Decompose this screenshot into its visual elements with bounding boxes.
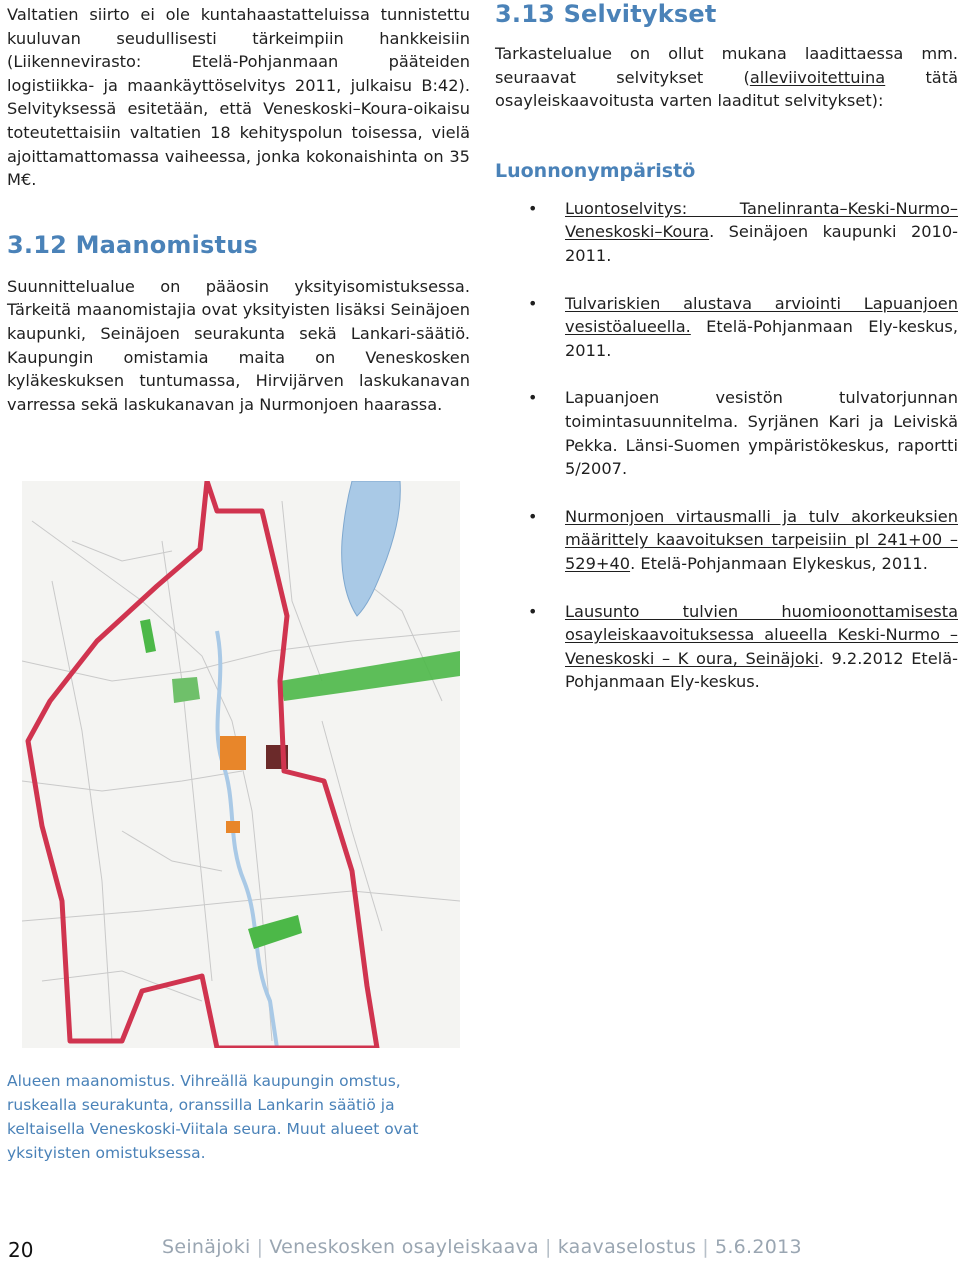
footer-separator: | (545, 1236, 552, 1258)
reference-title: Luontoselvitys: Tanelinranta–Keski-Nurmo–Veneskoski–Koura (565, 198, 958, 242)
footer-plan-name: Veneskosken osayleiskaava (269, 1236, 539, 1258)
lankari-area-2 (226, 821, 240, 833)
bullet: • (528, 601, 538, 621)
footer-date: 5.6.2013 (714, 1236, 802, 1258)
reference-item (495, 197, 958, 268)
reference-title: Lausunto tulvien huomioonottamisesta osayleiskaavoituksessa alueella Keski-Nurmo – Veneskoski – K oura, Seinäjoki (565, 601, 958, 668)
intro-text-end: tätä osayleiskaavoitusta varten laaditut selvitykset): (495, 67, 958, 111)
reference-source: . 9.2.2012 Etelä-Pohjanmaan Ely-keskus. (565, 648, 958, 692)
reference-item (495, 505, 958, 576)
reference-title: Nurmonjoen virtausmalli ja tulv akorkeuksien määrittely kaavoituksen tarpeisiin pl 241+00 – 529+40 (565, 506, 958, 573)
section-heading-maanomistus: 3.12 Maanomistus (7, 230, 258, 259)
bullet: • (528, 388, 538, 408)
reference-item (495, 292, 958, 363)
subheading-luonnonymparisto: Luonnonympäristö (495, 159, 696, 182)
land-ownership-map (22, 481, 460, 1048)
lankari-area-1 (220, 736, 246, 770)
footer-city: Seinäjoki (162, 1236, 251, 1258)
intro-underlined-word: alleviivoitettuina (749, 67, 886, 87)
reference-title: Tulvariskien alustava arviointi Lapuanjoen vesistöalueella. (565, 293, 958, 337)
map-caption: Alueen maanomistus. Vihreällä kaupungin omstus, ruskealla seurakunta, oranssilla Lankarin säätiö ja keltaisella Veneskoski-Viitala seura. Muut alueet ovat yksityisten omistuksessa. (7, 1072, 419, 1162)
reference-source: Etelä-Pohjanmaan Ely-keskus, 2011. (565, 317, 958, 360)
selvitykset-intro (495, 42, 958, 113)
left-column (7, 3, 470, 416)
reference-item (495, 600, 958, 694)
right-column (495, 0, 958, 694)
city-area-2 (172, 677, 200, 703)
reference-source: Lapuanjoen vesistön tulvatorjunnan toimintasuunnitelma. Syrjänen Kari ja Leiviskä Pekka. Länsi-Suomen ympäristökeskus, raportti 5/2007. (565, 388, 958, 479)
page-number: 20 (8, 1238, 34, 1262)
bullet: • (528, 506, 538, 526)
reference-list (495, 197, 958, 694)
bullet: • (528, 198, 538, 218)
footer-separator: | (256, 1236, 264, 1258)
maanomistus-paragraph: Suunnittelualue on pääosin yksityisomistuksessa. Tärkeitä maanomistajia ovat yksityisten lisäksi Seinäjoen kaupunki, Seinäjoen seurakunta sekä Lankari-säätiö. Kaupungin omistamia maita on Veneskosken kyläkeskuksen tuntumassa, Hirvijärven laskukanavan varressa sekä laskukanavan ja Nurmonjoen haarassa. (7, 276, 470, 414)
footer-separator: | (702, 1236, 709, 1258)
footer-doc-type: kaavaselostus (557, 1236, 697, 1258)
intro-paragraph: Valtatien siirto ei ole kuntahaastatteluissa tunnistettu kuuluvan seudullisesti tärkeimpiin hankkeisiin (Liikennevirasto: Etelä-Pohjanmaan pääteiden logistiikka- ja maankäyttöselvitys 2011, julkaisu B:42). Selvityksessä esitetään, että Veneskoski–Koura-oikaisu toteutettaisiin valtatien 18 kehityspolun toisessa, vielä ajoittamattomassa vaiheessa, jonka kokonaishinta on 35 M€. (7, 5, 470, 190)
bullet: • (528, 293, 538, 313)
reference-source: . Etelä-Pohjanmaan Elykeskus, 2011. (630, 553, 928, 573)
section-heading-selvitykset: 3.13 Selvitykset (495, 0, 717, 28)
intro-text-start: Tarkastelualue on ollut mukana laadittaessa mm. seuraavat selvitykset ( (495, 44, 958, 87)
reference-source: . Seinäjoen kaupunki 2010-2011. (565, 222, 958, 265)
footer-title (162, 1236, 802, 1258)
reference-item (495, 386, 958, 480)
